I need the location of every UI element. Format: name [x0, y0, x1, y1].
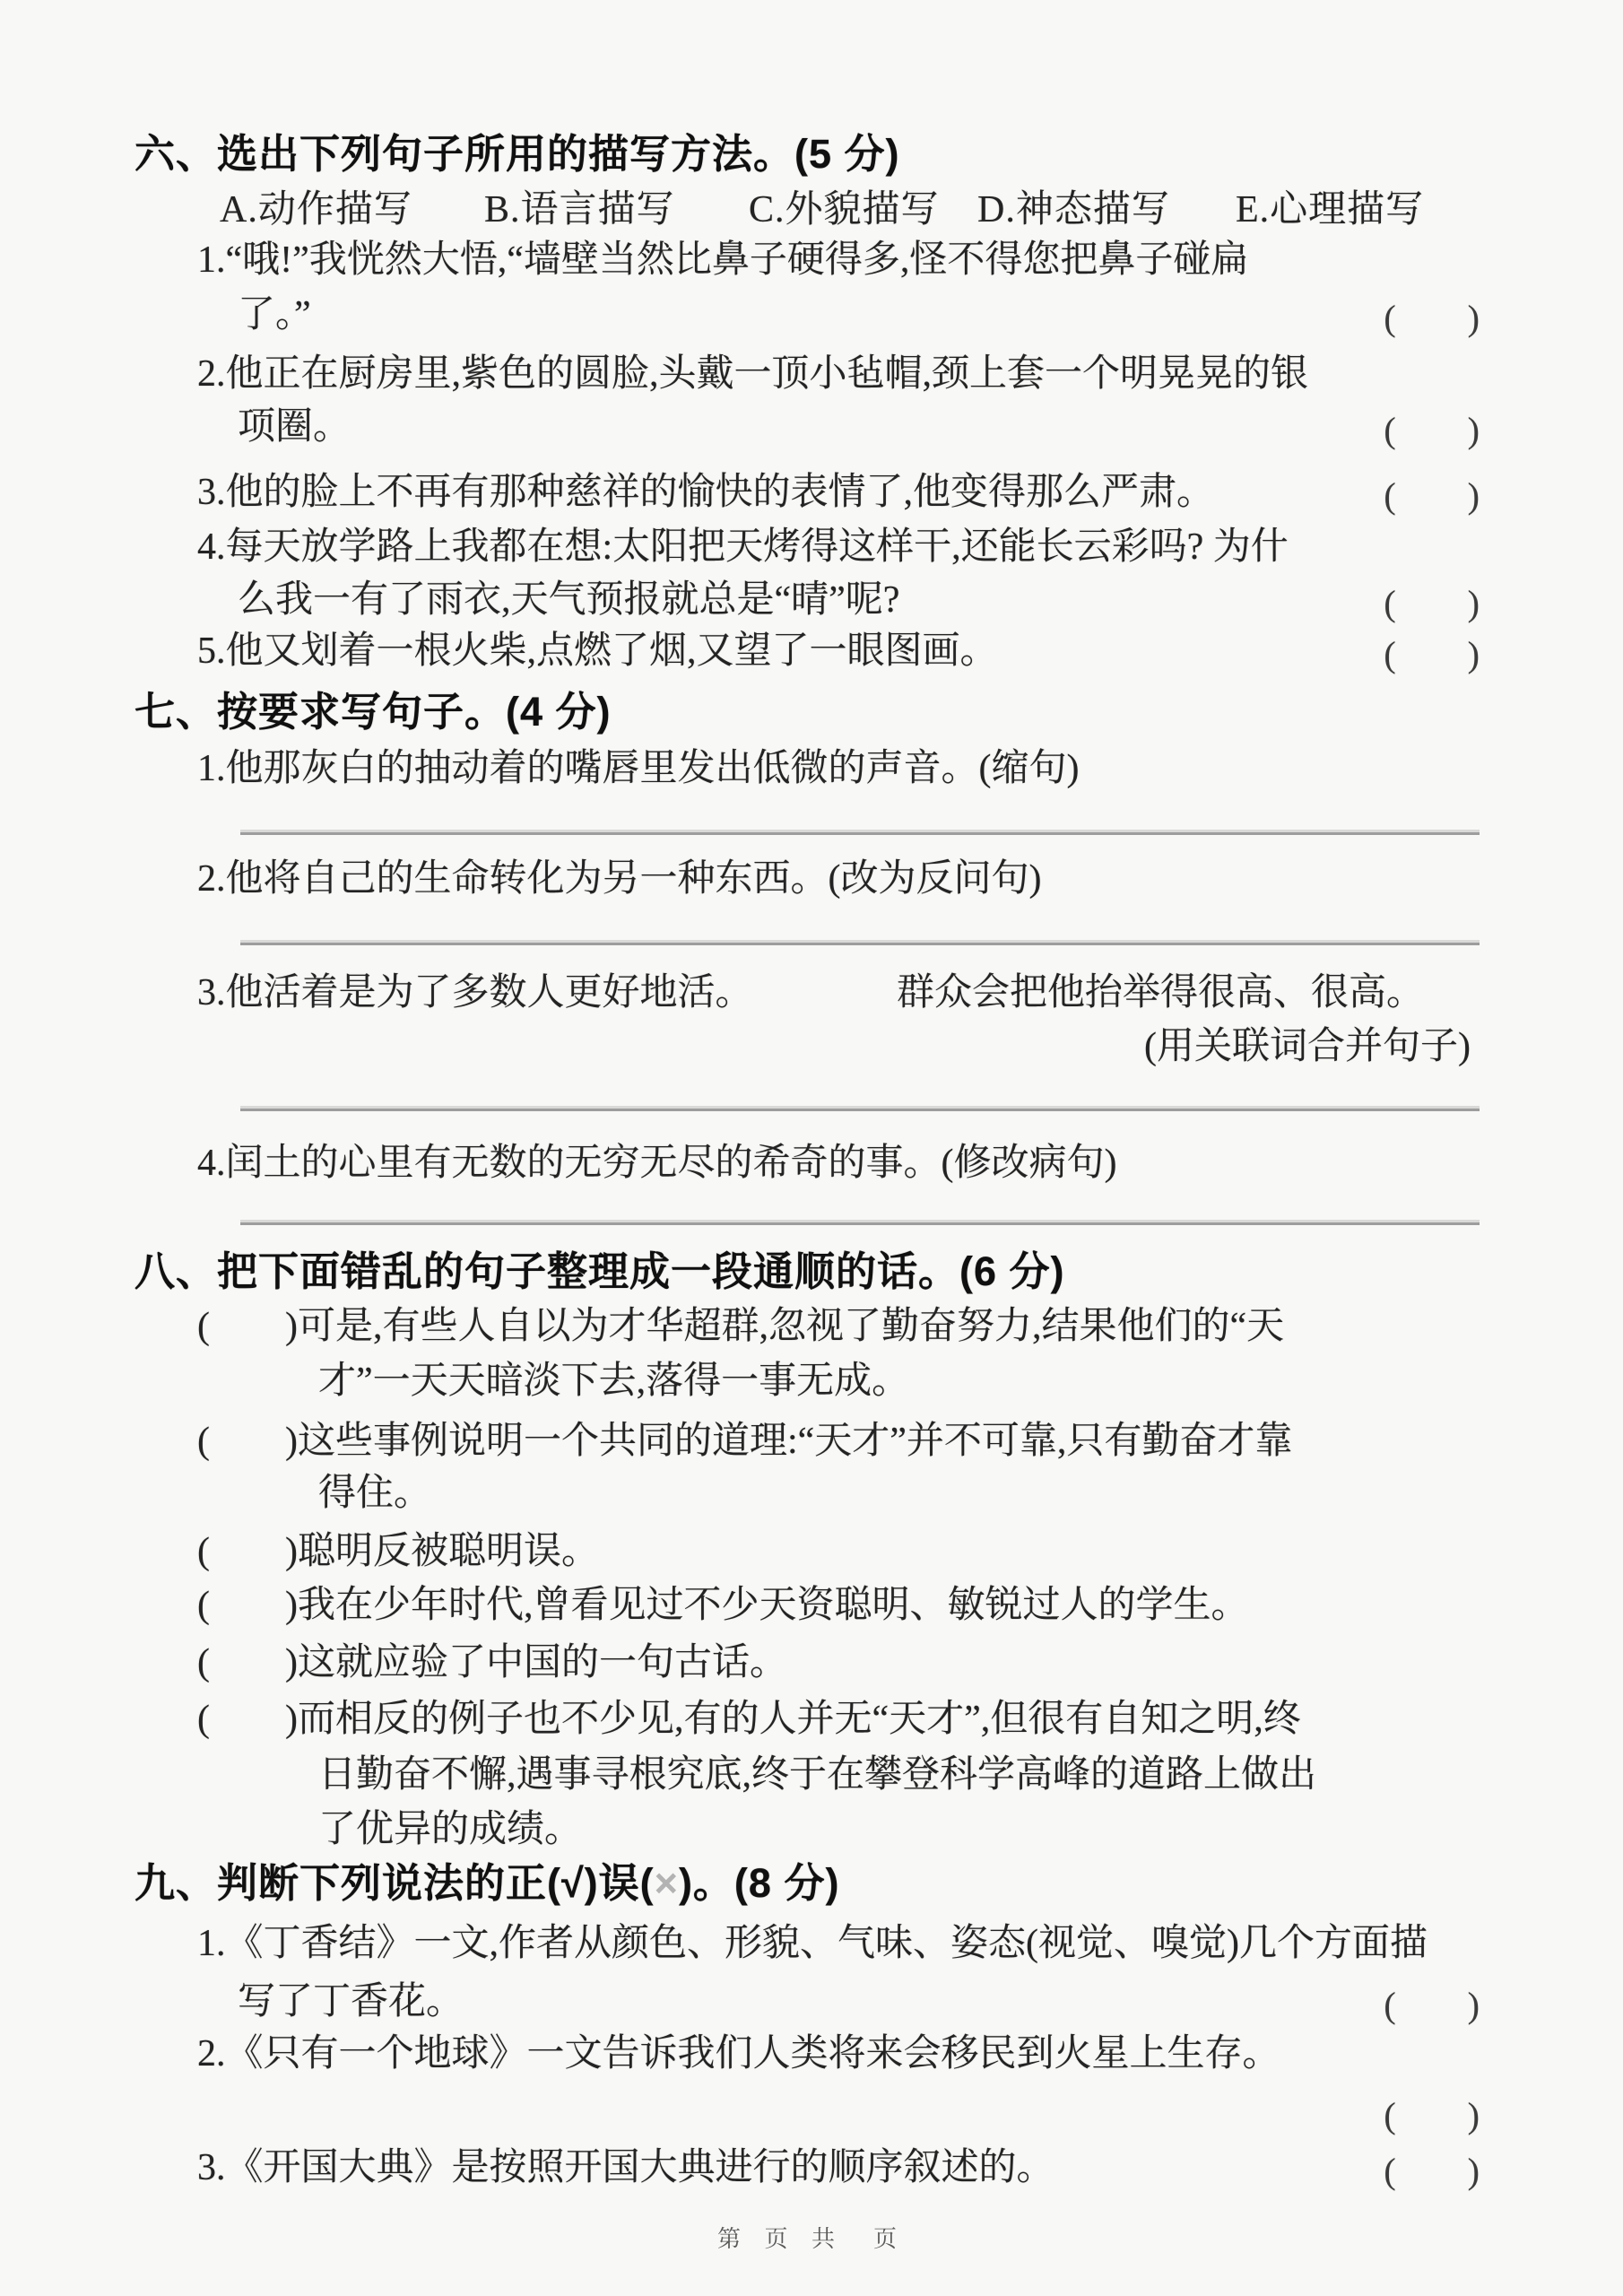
q6-item1-line2 — [0, 293, 1623, 344]
q8-item6-line1 — [0, 1698, 1623, 1748]
answer-paren-blank: ( ) — [1384, 410, 1480, 450]
section-9-title — [135, 1860, 839, 1907]
sentence-to-order: ( )聪明反被聪明误。 — [197, 1531, 599, 1572]
sentence-to-order: 才”一天天暗淡下去,落得一事无成。 — [318, 1361, 910, 1402]
answer-writing-line — [240, 832, 1480, 835]
section-9-header — [0, 1860, 1623, 1910]
q7-item1 — [0, 747, 1623, 797]
sentence-to-order: 日勤奋不懈,遇事寻根究底,终于在攀登科学高峰的道路上做出 — [318, 1754, 1317, 1796]
question-text: 么我一有了雨衣,天气预报就总是“晴”呢? — [238, 579, 900, 621]
sentence-to-order: 得住。 — [318, 1473, 432, 1514]
q6-item1-line1 — [0, 239, 1623, 289]
q8-item5 — [0, 1641, 1623, 1692]
q6-item3 — [0, 471, 1623, 521]
option-a: A.动作描写 — [220, 189, 412, 230]
question-text: 1.“哦!”我恍然大悟,“墙壁当然比鼻子硬得多,怪不得您把鼻子碰扁 — [197, 239, 1249, 281]
option-d: D.神态描写 — [977, 189, 1170, 230]
statement-text: 2.《只有一个地球》一文告诉我们人类将来会移民到火星上生存。 — [197, 2033, 1280, 2074]
section-6-options — [0, 188, 1623, 239]
title-text: 九、判断下列说法的正(√)误( — [135, 1860, 655, 1906]
section-7-title: 七、按要求写句子。(4 分) — [135, 689, 612, 735]
q6-item4-line2 — [0, 578, 1623, 629]
q6-item4-line1 — [0, 526, 1623, 576]
q9-item2 — [0, 2032, 1623, 2083]
q7-item4 — [0, 1142, 1623, 1192]
q6-item2-line1 — [0, 352, 1623, 403]
question-text: 2.他正在厨房里,紫色的圆脸,头戴一顶小毡帽,颈上套一个明晃晃的银 — [197, 353, 1309, 395]
statement-text: 1.《丁香结》一文,作者从颜色、形貌、气味、姿态(视觉、嗅觉)几个方面描 — [197, 1923, 1428, 1964]
sentence-to-order: ( )可是,有些人自以为才华超群,忽视了勤奋努力,结果他们的“天 — [197, 1306, 1285, 1347]
question-text: 4.每天放学路上我都在想:太阳把天烤得这样干,还能长云彩吗? 为什 — [197, 526, 1289, 568]
q7-item2 — [0, 857, 1623, 908]
sentence-to-order: ( )我在少年时代,曾看见过不少天资聪明、敏锐过人的学生。 — [197, 1585, 1249, 1626]
sentence-to-order: ( )而相反的例子也不少见,有的人并无“天才”,但很有自知之明,终 — [197, 1699, 1301, 1740]
answer-writing-line — [240, 943, 1480, 945]
option-e: E.心理描写 — [1236, 189, 1425, 230]
q8-item6-line3 — [0, 1808, 1623, 1858]
section-7-header — [0, 689, 1623, 739]
q6-item5 — [0, 630, 1623, 680]
page-number-text: 第 页 共 页 — [716, 2226, 906, 2252]
instruction-note: (用关联词合并句子) — [1144, 1026, 1471, 1067]
q8-item3 — [0, 1530, 1623, 1580]
sentence-to-order: 了优异的成绩。 — [318, 1809, 583, 1850]
question-text: 2.他将自己的生命转化为另一种东西。(改为反问句) — [197, 858, 1042, 900]
q8-item4 — [0, 1584, 1623, 1634]
answer-paren-blank: ( ) — [1384, 1985, 1480, 2025]
answer-paren-blank: ( ) — [1384, 2095, 1480, 2135]
q8-item2-line1 — [0, 1420, 1623, 1470]
section-6-title: 六、选出下列句子所用的描写方法。(5 分) — [135, 131, 900, 177]
statement-text: 3.《开国大典》是按照开国大典进行的顺序叙述的。 — [197, 2147, 1055, 2188]
q9-item1-line2 — [0, 1980, 1623, 2031]
question-text: 3.他活着是为了多数人更好地活。 — [197, 972, 753, 1013]
q6-item2-line2 — [0, 405, 1623, 456]
question-text: 3.他的脸上不再有那种慈祥的愉快的表情了,他变得那么严肃。 — [197, 472, 1215, 513]
q7-item3 — [0, 971, 1623, 1022]
section-8-header — [0, 1248, 1623, 1299]
question-text: 了。” — [238, 294, 311, 335]
answer-paren-blank: ( ) — [1384, 475, 1480, 516]
title-text: )。(8 分) — [678, 1860, 840, 1906]
q8-item1-line2 — [0, 1360, 1623, 1410]
answer-paren-blank: ( ) — [1384, 2151, 1480, 2191]
option-b: B.语言描写 — [484, 189, 675, 230]
section-6-header — [0, 131, 1623, 181]
section-8-title: 八、把下面错乱的句子整理成一段通顺的话。(6 分) — [135, 1248, 1065, 1294]
question-text: 4.闰土的心里有无数的无穷无尽的希奇的事。(修改病句) — [197, 1143, 1117, 1184]
sentence-to-order: ( )这些事例说明一个共同的道理:“天才”并不可靠,只有勤奋才靠 — [197, 1421, 1293, 1462]
question-text: 群众会把他抬举得很高、很高。 — [897, 972, 1425, 1013]
cross-mark: × — [654, 1860, 679, 1906]
q8-item6-line2 — [0, 1753, 1623, 1804]
question-text: 项圈。 — [238, 406, 352, 448]
q9-item3 — [0, 2146, 1623, 2196]
q8-item1-line1 — [0, 1305, 1623, 1355]
option-c: C.外貌描写 — [749, 189, 940, 230]
page-footer — [0, 2226, 1623, 2276]
answer-paren-blank: ( ) — [1384, 583, 1480, 623]
answer-paren-blank: ( ) — [1384, 634, 1480, 674]
answer-writing-line — [240, 1222, 1480, 1225]
question-text: 1.他那灰白的抽动着的嘴唇里发出低微的声音。(缩句) — [197, 748, 1080, 789]
question-text: 5.他又划着一根火柴,点燃了烟,又望了一眼图画。 — [197, 631, 998, 672]
answer-writing-line — [240, 1109, 1480, 1111]
q9-item1-line1 — [0, 1922, 1623, 1972]
statement-text: 写了丁香花。 — [238, 1981, 464, 2022]
sentence-to-order: ( )这就应验了中国的一句古话。 — [197, 1642, 787, 1683]
answer-paren-blank: ( ) — [1384, 298, 1480, 338]
q7-item3-note — [0, 1025, 1623, 1075]
q8-item2-line2 — [0, 1472, 1623, 1522]
q9-item2-paren-row — [0, 2091, 1623, 2141]
